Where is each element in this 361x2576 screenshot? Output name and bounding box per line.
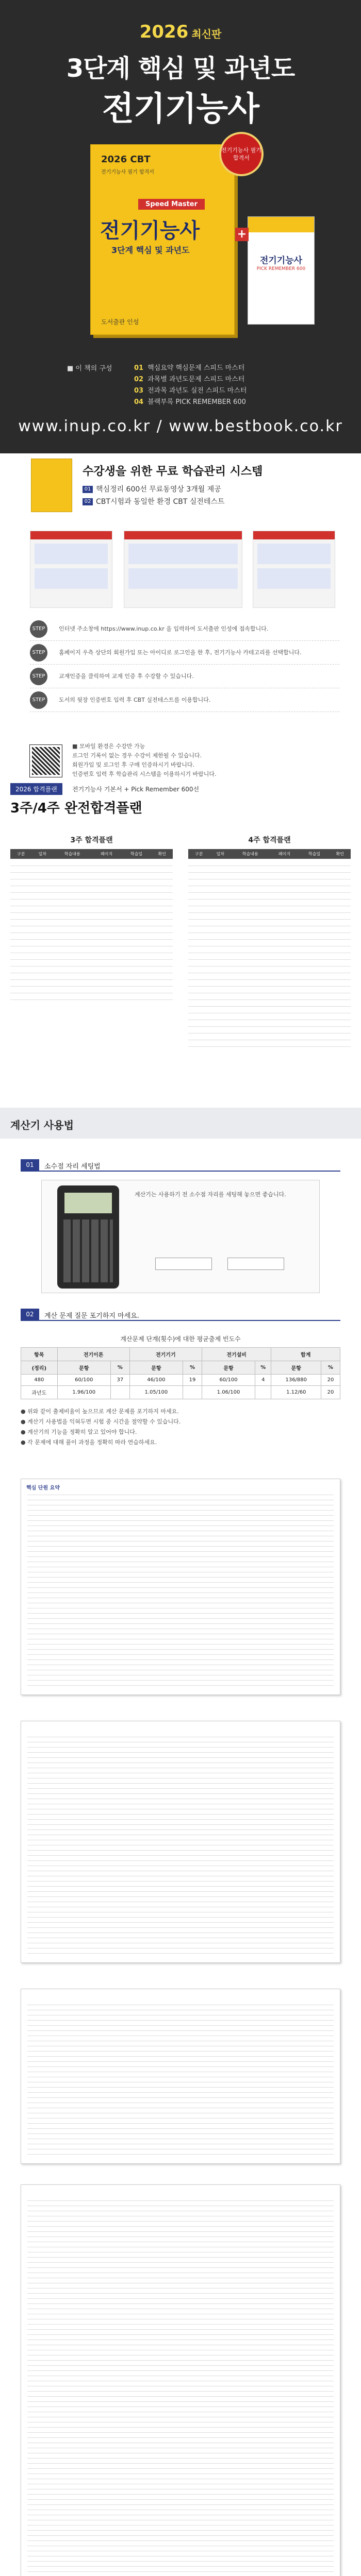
table-row <box>188 959 351 966</box>
website-screenshot <box>30 531 112 608</box>
supplement-book <box>248 216 315 325</box>
step-item: STEP 인터넷 주소창에 https://www.inup.co.kr 을 입력하여 도서출판 인성에 접속합니다. <box>30 617 339 641</box>
table-row <box>10 892 173 899</box>
notice-title: ■ 모바일 환경은 수강만 가능 <box>72 743 145 750</box>
list-item: 회원가입 및 로그인 후 구매 인증하시기 바랍니다. <box>72 761 194 768</box>
table-row <box>10 933 173 939</box>
table-row <box>188 946 351 953</box>
calc-step-2: 02 계산 문제 질문 포기하지 마세요. <box>21 1309 340 1321</box>
calc-screen-thumb <box>227 1258 284 1270</box>
three-week-plan <box>10 835 173 1000</box>
plan-table: 구분 일차 학습내용 페이지 학습일 확인 <box>10 849 173 1000</box>
table-row <box>188 993 351 999</box>
edition-year: 2026 <box>139 22 189 42</box>
calc-step-1: 01 소수점 자리 세팅법 <box>21 1159 340 1172</box>
table-row <box>188 919 351 926</box>
table-row <box>188 912 351 919</box>
contents-list <box>134 363 247 408</box>
list-item: 02 CBT시험과 동일한 환경 CBT 실전테스트 <box>83 496 224 508</box>
calculator-panel <box>41 1180 320 1293</box>
table-row <box>10 859 173 866</box>
book-cover <box>90 144 235 335</box>
list-item: 01 핵심정리 600선 무료동영상 3개월 제공 <box>83 483 224 496</box>
table-row <box>188 926 351 933</box>
list-item: 01 핵심요약 핵심문제 스피드 마스터 <box>134 364 245 372</box>
table-row <box>188 973 351 979</box>
list-item: 04 블랙부록 PICK REMEMBER 600 <box>134 398 246 406</box>
table-row <box>10 912 173 919</box>
table-row <box>10 879 173 886</box>
table-row <box>10 926 173 933</box>
table-row <box>188 979 351 986</box>
frequency-table: 항목 전기이론 전기기기 전기설비 합계 (정리) 문항 % 문항 % 문항 % 문항 % 480 60/100 37 46/100 19 60/100 4 136/880 20 과년도 1.96/100 1.05/100 1.06/100 1.12/60 20 <box>21 1347 340 1399</box>
table-row <box>10 946 173 953</box>
table-row <box>188 1033 351 1040</box>
table-row <box>188 872 351 879</box>
hero-title: 전기기능사 <box>102 90 259 128</box>
list-item: 인증번호 입력 후 학습관리 시스템을 이용하시기 바랍니다. <box>72 771 217 777</box>
plan-table: 구분 일차 학습내용 페이지 학습일 확인 <box>188 849 351 1047</box>
benefit-section <box>0 453 361 777</box>
table-row <box>188 986 351 993</box>
book-title: 전기기능사 <box>100 219 200 243</box>
step-item: STEP 교재인증을 클릭하여 교재 인증 후 수강할 수 있습니다. <box>30 665 339 688</box>
table-row <box>10 986 173 993</box>
table-row <box>10 872 173 879</box>
list-item: 02 과목별 과년도문제 스피드 마스터 <box>134 376 245 383</box>
list-item: 로그인 기록이 없는 경우 수강이 제한될 수 있습니다. <box>72 752 202 759</box>
table-row <box>10 886 173 892</box>
sample-page <box>21 1721 340 1963</box>
table-row <box>188 1040 351 1046</box>
benefit-list <box>83 483 224 508</box>
website-url[interactable]: www.inup.co.kr / www.bestbook.co.kr <box>18 417 343 435</box>
table-row <box>188 859 351 866</box>
calc-screen-thumb <box>155 1258 212 1270</box>
step-item: STEP 홈페이지 우측 상단의 회원가입 또는 아이디로 로그인을 한 후, 전기기능사 카테고리를 선택합니다. <box>30 641 339 665</box>
supplement-subtitle: PICK REMEMBER 600 <box>256 266 306 272</box>
plan-heading: 3주 합격플랜 <box>70 836 113 844</box>
table-row <box>188 879 351 886</box>
table-row <box>10 966 173 973</box>
benefit-title: 수강생을 위한 무료 학습관리 시스템 <box>83 465 263 478</box>
table-row <box>188 939 351 946</box>
notice-list <box>72 742 217 779</box>
table-row <box>10 959 173 966</box>
list-item: 03 전과목 과년도 실전 스피드 마스터 <box>134 387 247 395</box>
edition-label <box>0 22 361 42</box>
book-subtitle: 3단계 핵심 및 과년도 <box>111 245 190 255</box>
step-list <box>30 617 339 720</box>
table-row <box>188 933 351 939</box>
edition-suffix: 최신판 <box>191 28 222 40</box>
table-row <box>188 886 351 892</box>
step-item: STEP 4 도서의 뒷장 인증번호 입력 후 CBT 실전테스트를 이용합니다. <box>30 688 339 712</box>
plan-title: 3주/4주 완전합격플랜 <box>10 801 142 816</box>
calculator-image <box>57 1185 119 1289</box>
table-row <box>10 953 173 959</box>
table-row <box>188 999 351 1006</box>
benefit-book-thumb <box>31 459 72 512</box>
table-row <box>188 866 351 872</box>
table-row <box>188 1006 351 1013</box>
four-week-plan <box>188 835 351 1047</box>
book-series: Speed Master <box>138 199 205 210</box>
hero-subtitle: 3단계 핵심 및 과년도 <box>66 54 295 83</box>
table-row <box>10 866 173 872</box>
plan-tag: 2026 합격플랜 <box>10 783 62 795</box>
plan-section <box>0 783 361 1030</box>
supplement-title: 전기기능사 <box>259 256 303 266</box>
list-item: ● 계산기의 기능을 정확히 알고 있어야 합니다. <box>21 1429 137 1435</box>
calc-note: 계산기는 사용하기 전 소수점 자리를 세팅해 놓으면 좋습니다. <box>135 1191 286 1198</box>
table-row <box>10 979 173 986</box>
table-row <box>10 973 173 979</box>
table-row <box>10 919 173 926</box>
table-row <box>10 939 173 946</box>
calc-notes <box>21 1406 180 1448</box>
table-row <box>188 892 351 899</box>
qr-code[interactable] <box>30 745 62 777</box>
table-row <box>188 966 351 973</box>
book-publisher: 도서출판 인성 <box>101 318 139 326</box>
sample-page <box>21 2184 340 2576</box>
list-item: ● 위와 같이 출제비율이 높으므로 계산 문제를 포기하지 마세요. <box>21 1408 179 1415</box>
website-screenshot <box>253 531 335 608</box>
sample-page <box>21 1989 340 2164</box>
table-row <box>188 1026 351 1033</box>
book-cbt: 2026 CBT <box>101 154 151 165</box>
table-row <box>188 1020 351 1026</box>
plan-heading: 4주 합격플랜 <box>248 836 291 844</box>
table-row <box>188 953 351 959</box>
calc-header: 계산기 사용법 <box>0 1108 361 1139</box>
calc-table-caption: 계산문제 단계(횟수)에 대한 평균출제 빈도수 <box>120 1335 241 1343</box>
table-row: 과년도 1.96/100 1.05/100 1.06/100 1.12/60 20 <box>21 1386 340 1399</box>
supplement-band <box>248 217 314 232</box>
table-row: 480 60/100 37 46/100 19 60/100 4 136/880 20 <box>21 1375 340 1386</box>
list-item: ● 계산기 사용법을 익혀두면 시험 중 시간을 절약할 수 있습니다. <box>21 1418 181 1425</box>
contents-label: ■ 이 책의 구성 <box>67 365 112 372</box>
plan-tag-sub: 전기기능사 기본서 + Pick Remember 600선 <box>72 786 200 793</box>
table-row <box>188 906 351 912</box>
book-cbt-sub: 전기기능사 필기 합격서 <box>101 170 154 175</box>
table-row <box>10 993 173 999</box>
table-row <box>10 899 173 906</box>
award-badge: 전기기능사 필기 합격서 <box>219 132 264 176</box>
website-screenshot <box>124 531 242 608</box>
table-row <box>188 1013 351 1020</box>
plus-icon: + <box>235 228 249 241</box>
table-row <box>10 906 173 912</box>
list-item: ● 각 문제에 대해 풀이 과정을 정확히 따라 연습하세요. <box>21 1439 157 1446</box>
table-row <box>188 899 351 906</box>
sample-page: 핵심 단원 요약 <box>21 1479 340 1695</box>
